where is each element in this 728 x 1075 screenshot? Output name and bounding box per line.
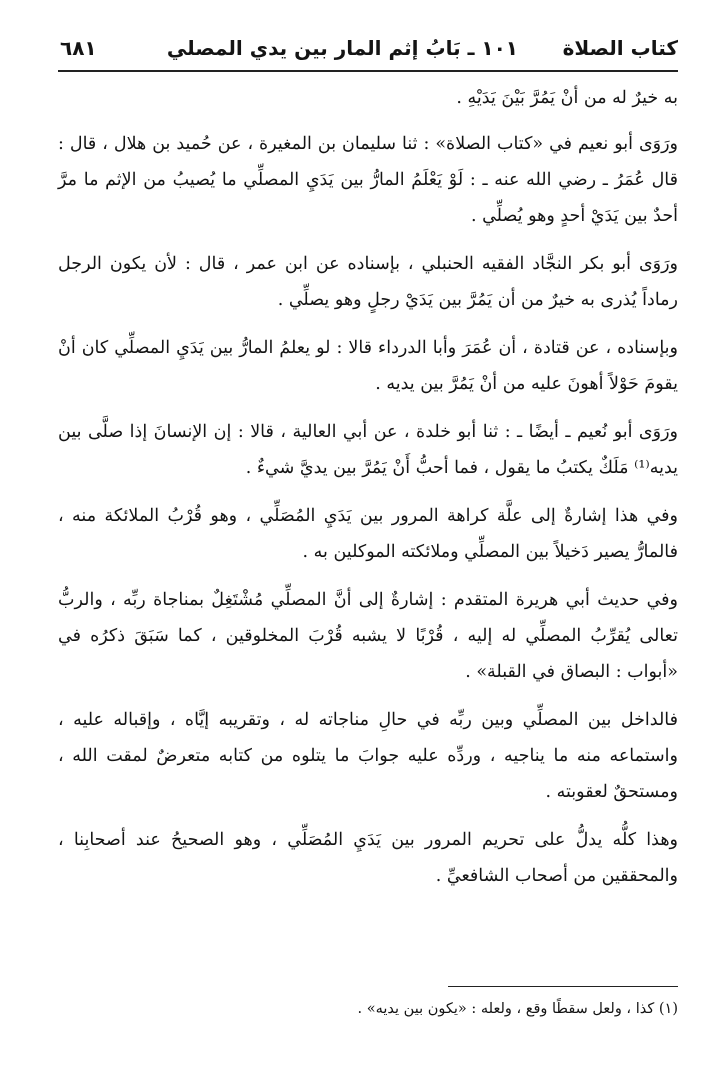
page-header bbox=[58, 30, 678, 72]
paragraph: ورَوَى أبو بكر النجَّاد الفقيه الحنبلي ، بإسناده عن ابن عمر ، قال : لأن يكون الرجل رماداً يُذرى به خيرٌ من أن يَمُرَّ بين يَدَيْ رجلٍ وهو يصلِّي . bbox=[58, 254, 678, 310]
page-number: ٦٨١ bbox=[60, 36, 97, 60]
page bbox=[58, 30, 678, 1055]
paragraph: وبإسناده ، عن قتادة ، أن عُمَرَ وأبا الدرداء قالا : لو يعلمُ المارُّ بين يَدَيِ المصلِّي كان أنْ يقومَ حَوْلاً أهونَ عليه من أنْ يَمُرَّ بين يديه . bbox=[58, 338, 678, 394]
paragraph: وفي هذا إشارةٌ إلى علَّة كراهة المرور بين يَدَيِ المُصَلِّي ، وهو قُرْبُ الملائكة منه ، فالمارُّ يصير دَخيلاً بين المصلِّي وملائكته الموكلين به . bbox=[58, 506, 678, 562]
footnote: (١) كذا ، ولعل سقطًا وقع ، ولعله : «يكون بين يديه» . bbox=[357, 1001, 678, 1017]
footnote-divider bbox=[448, 986, 678, 987]
chapter-title: ١٠١ ـ بَابُ إثم المار بين يدي المصلي bbox=[166, 36, 518, 60]
paragraph: به خيرٌ له من أنْ يَمُرَّ بَيْنَ يَدَيْهِ . bbox=[456, 88, 678, 108]
main-text bbox=[58, 80, 678, 894]
paragraph: وهذا كلُّه يدلُّ على تحريم المرور بين يَدَيِ المُصَلِّي ، وهو الصحيحُ عند أصحابِنا ، والمحققين من أصحاب الشافعيِّ . bbox=[58, 830, 678, 886]
paragraph: ورَوَى أبو نُعيم ـ أيضًا ـ : ثنا أبو خلدة ، عن أبي العالية ، قالا : إن الإنسانَ إذا صلَّى بين يديه⁽¹⁾ مَلَكٌ يكتبُ ما يقول ، فما أحبُّ أَنْ يَمُرَّ بين يديَّ شيءٌ . bbox=[58, 422, 678, 478]
paragraph: فالداخل بين المصلِّي وبين ربِّه في حالِ مناجاته له ، وتقريبه إيَّاه ، وإقباله عليه ، واستماعه منه ما يناجيه ، وردِّه عليه جوابَ ما يتلوه من كتابه متعرضٌ لمقت الله ، ومستحقٌ لعقوبته . bbox=[58, 710, 678, 802]
paragraph: ورَوَى أبو نعيم في «كتاب الصلاة» : ثنا سليمان بن المغيرة ، عن حُميد بن هلال ، قال : قال عُمَرُ ـ رضي الله عنه ـ : لَوْ يَعْلَمُ المارُّ بين يَدَيِ المصلِّي ما يُصيبُ من الإثم ما مرَّ أحدٌ بين يَدَيْ أحدٍ وهو يُصلِّي . bbox=[58, 134, 678, 226]
book-title: كتاب الصلاة bbox=[562, 36, 678, 60]
paragraph: وفي حديث أبي هريرة المتقدم : إشارةٌ إلى أنَّ المصلِّي مُشْتَغِلٌ بمناجاة ربِّه ، والربُّ تعالى يُقرِّبُ المصلِّي له إليه ، قُرْبًا لا يشبه قُرْبَ المخلوقين ، كما سَبَقَ ذكرُه في «أبواب : البصاق في القبلة» . bbox=[58, 590, 678, 682]
